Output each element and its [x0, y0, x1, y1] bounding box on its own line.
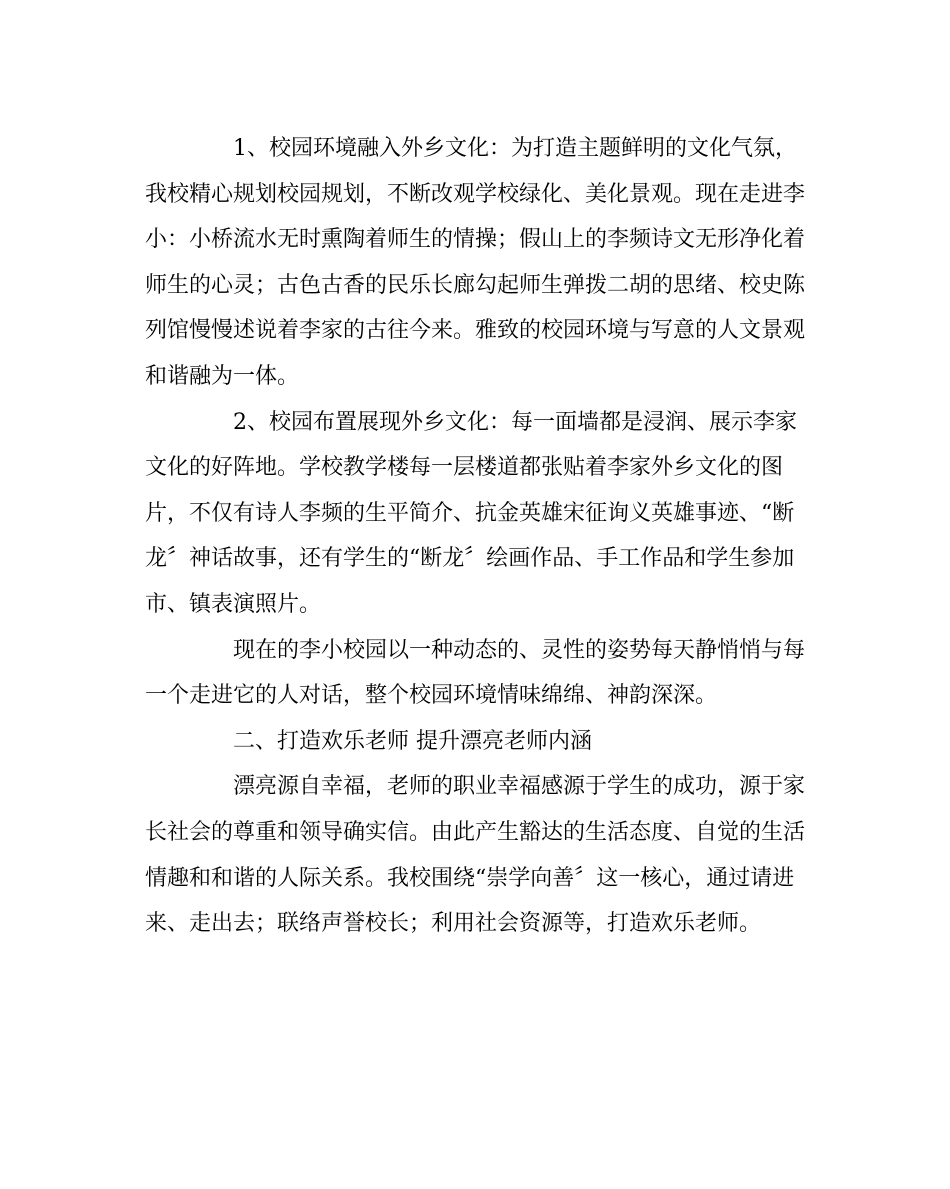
text-line: 小：小桥流水无时熏陶着师生的情操；假山上的李频诗文无形净化着 [145, 227, 806, 253]
text-line: 列馆慢慢述说着李家的古往今来。雅致的校园环境与写意的人文景观 [145, 318, 806, 344]
paragraph-campus-environment [145, 126, 805, 400]
paragraph-happy-teachers [145, 764, 805, 946]
text-line: 现在的李小校园以一种动态的、灵性的姿势每天静悄悄与每 [233, 637, 806, 663]
text-line: 文化的好阵地。学校教学楼每一层楼道都张贴着李家外乡文化的图 [145, 455, 784, 481]
text-line: 2、校园布置展现外乡文化：每一面墙都是浸润、展示李家 [233, 409, 797, 435]
text-line: 1、校园环境融入外乡文化：为打造主题鲜明的文化气氛， [233, 136, 797, 161]
text-line: 片，不仅有诗人李频的生平简介、抗金英雄宋征询义英雄事迹、“断 [145, 500, 795, 526]
paragraph-campus-layout [145, 400, 805, 628]
text-line: 情趣和和谐的人际关系。我校围绕“崇学向善〞这一核心，通过请进 [145, 865, 795, 891]
document-page [145, 126, 805, 947]
heading-line: 二、打造欢乐老师 提升漂亮老师内涵 [233, 728, 592, 754]
text-line: 来、走出去；联络声誉校长；利用社会资源等，打造欢乐老师。 [145, 911, 762, 937]
paragraph-campus-dialogue [145, 628, 805, 719]
text-line: 龙〞神话故事，还有学生的“断龙〞绘画作品、手工作品和学生参加 [145, 546, 795, 572]
text-line: 长社会的尊重和领导确实信。由此产生豁达的生活态度、自觉的生活 [145, 819, 806, 845]
text-line: 师生的心灵；古色古香的民乐长廊勾起师生弹拨二胡的思绪、校史陈 [145, 272, 806, 298]
text-line: 漂亮源自幸福，老师的职业幸福感源于学生的成功，源于家 [233, 774, 806, 800]
text-line: 和谐融为一体。 [145, 363, 300, 389]
section-heading [145, 719, 805, 765]
text-line: 一个走进它的人对话，整个校园环境情味绵绵、神韵深深。 [145, 683, 718, 709]
text-line: 市、镇表演照片。 [145, 591, 322, 617]
text-line: 我校精心规划校园规划，不断改观学校绿化、美化景观。现在走进李 [145, 181, 806, 207]
